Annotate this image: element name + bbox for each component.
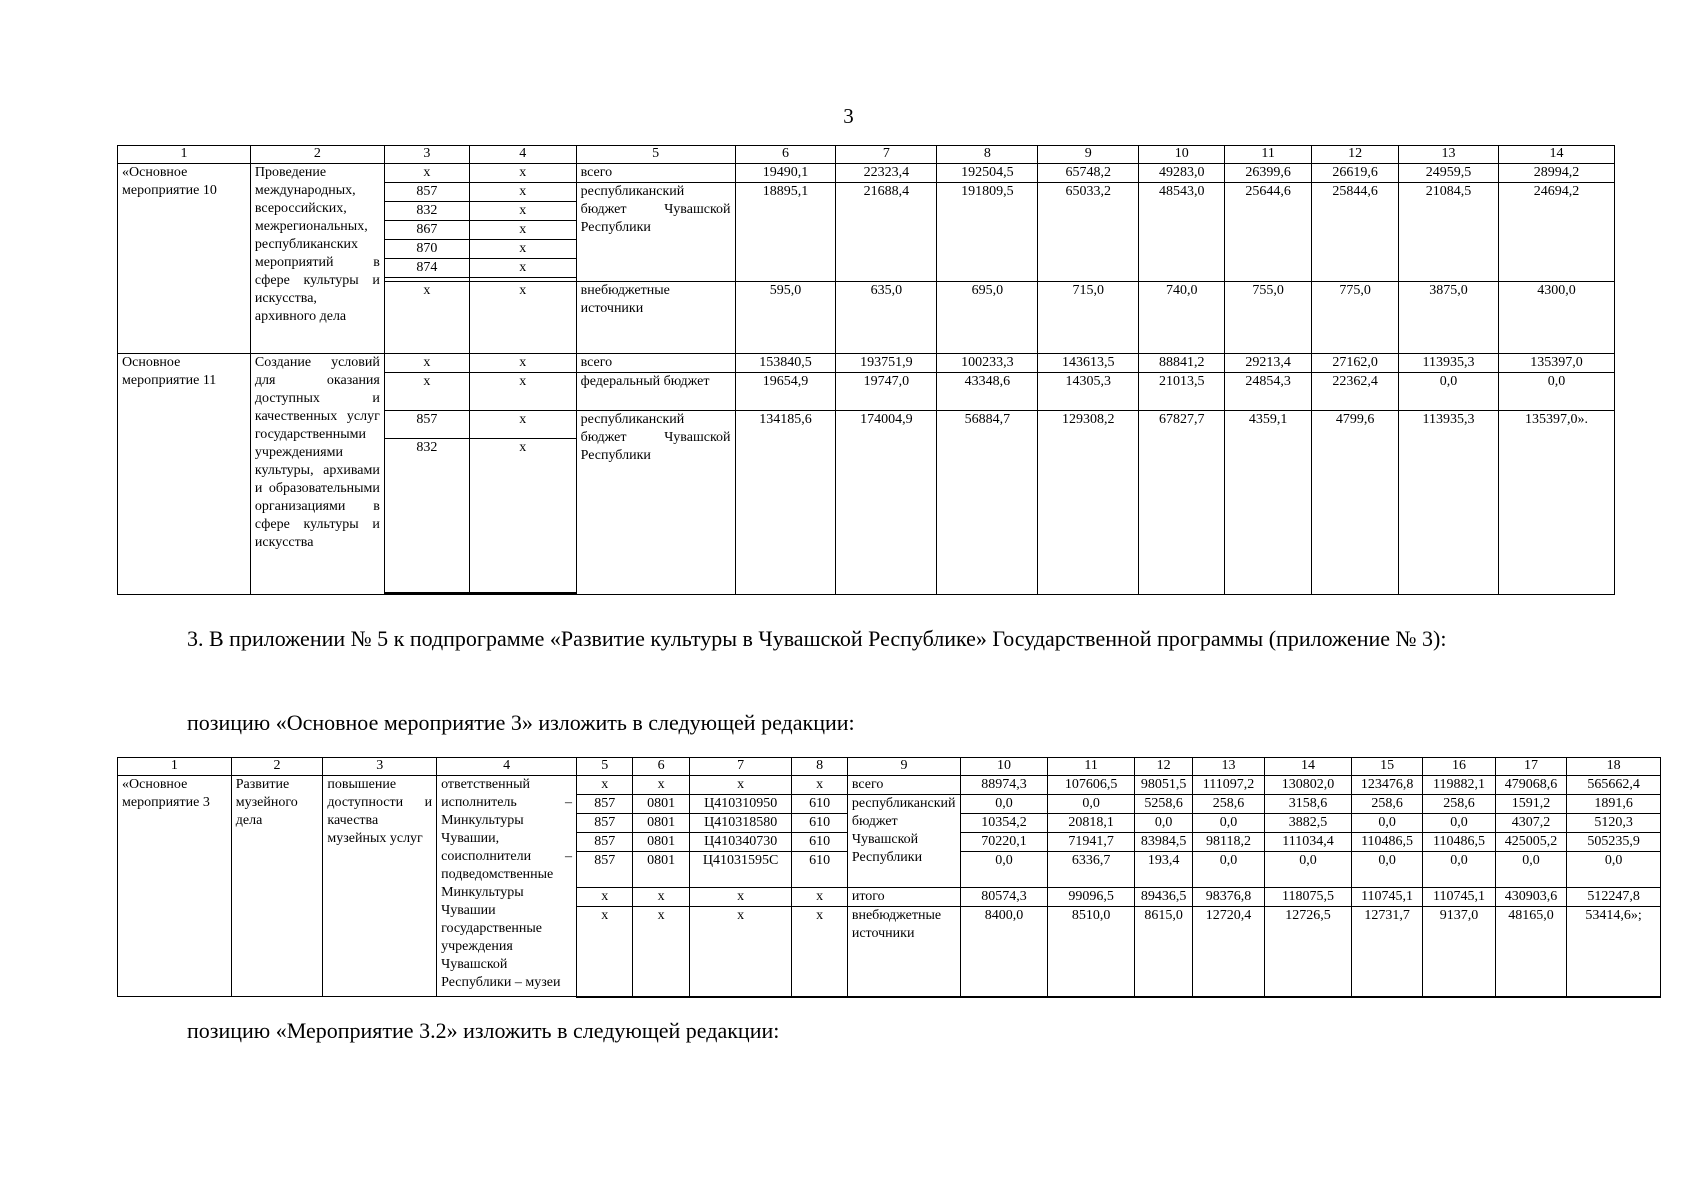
- source-cell: республиканский бюджет Чувашской Республики: [576, 411, 735, 595]
- header-cell: 12: [1135, 758, 1192, 776]
- value-cell: 113935,3: [1399, 411, 1499, 595]
- cell: x: [469, 373, 576, 411]
- activity-title: Развитие музейного дела: [231, 776, 323, 997]
- source-cell: республиканский бюджет Чувашской Республики: [576, 183, 735, 282]
- code-cell: 832: [384, 202, 469, 221]
- value-cell: 565662,4: [1567, 776, 1661, 795]
- value-cell: 19747,0: [836, 373, 937, 411]
- value-cell: 110745,1: [1351, 888, 1422, 907]
- value-cell: 775,0: [1312, 282, 1399, 354]
- value-cell: 21688,4: [836, 183, 937, 282]
- table-row: [118, 776, 1661, 795]
- value-cell: 67827,7: [1139, 411, 1225, 595]
- cell: x: [469, 164, 576, 183]
- source-cell: итого: [847, 888, 960, 907]
- value-cell: 98051,5: [1135, 776, 1192, 795]
- value-cell: 135397,0».: [1498, 411, 1614, 595]
- header-cell: 8: [937, 146, 1038, 164]
- value-cell: 53414,6»;: [1567, 907, 1661, 997]
- paragraph-position-3-2: позицию «Мероприятие 3.2» изложить в следующей редакции:: [187, 1018, 780, 1043]
- value-cell: 0,0: [1399, 373, 1499, 411]
- value-cell: 100233,3: [937, 354, 1038, 373]
- code-cell: 870: [384, 240, 469, 259]
- cell: x: [792, 907, 847, 997]
- value-cell: 192504,5: [937, 164, 1038, 183]
- value-cell: 258,6: [1192, 795, 1264, 814]
- value-cell: 24694,2: [1498, 183, 1614, 282]
- value-cell: 25644,6: [1225, 183, 1312, 282]
- value-cell: 135397,0: [1498, 354, 1614, 373]
- source-cell: всего: [576, 354, 735, 373]
- cell: x: [689, 888, 792, 907]
- cell: x: [469, 221, 576, 240]
- value-cell: 65748,2: [1038, 164, 1139, 183]
- value-cell: 4359,1: [1225, 411, 1312, 595]
- header-cell: 15: [1351, 758, 1422, 776]
- value-cell: 29213,4: [1225, 354, 1312, 373]
- header-cell: 13: [1399, 146, 1499, 164]
- value-cell: 0,0: [1351, 852, 1422, 888]
- value-cell: 110486,5: [1351, 833, 1422, 852]
- value-cell: 595,0: [735, 282, 836, 354]
- source-cell: федеральный бюджет: [576, 373, 735, 411]
- header-cell: 14: [1498, 146, 1614, 164]
- value-cell: 111034,4: [1265, 833, 1352, 852]
- table-top: [117, 145, 1615, 595]
- value-cell: 98118,2: [1192, 833, 1264, 852]
- value-cell: 258,6: [1351, 795, 1422, 814]
- header-cell: 11: [1047, 758, 1135, 776]
- value-cell: 99096,5: [1047, 888, 1135, 907]
- cell: x: [469, 411, 576, 439]
- cell: x: [469, 354, 576, 373]
- value-cell: 98376,8: [1192, 888, 1264, 907]
- cell: Ц410340730: [689, 833, 792, 852]
- value-cell: 119882,1: [1423, 776, 1495, 795]
- value-cell: 3882,5: [1265, 814, 1352, 833]
- source-cell: всего: [847, 776, 960, 795]
- value-cell: 4307,2: [1495, 814, 1566, 833]
- value-cell: 0,0: [1351, 814, 1422, 833]
- header-cell: 18: [1567, 758, 1661, 776]
- value-cell: 24854,3: [1225, 373, 1312, 411]
- value-cell: 715,0: [1038, 282, 1139, 354]
- header-cell: 9: [1038, 146, 1139, 164]
- value-cell: 134185,6: [735, 411, 836, 595]
- cell: 857: [577, 833, 633, 852]
- cell: 0801: [633, 833, 689, 852]
- value-cell: 0,0: [961, 795, 1048, 814]
- cell: x: [384, 282, 469, 354]
- activity-description: Создание условий для оказания доступных и качественных услуг государственными учреждениями культуры, архивами и образовательными организациями в сфере культуры и искусства: [250, 354, 384, 595]
- value-cell: 3875,0: [1399, 282, 1499, 354]
- header-cell: 3: [323, 758, 437, 776]
- value-cell: 12726,5: [1265, 907, 1352, 997]
- header-cell: 3: [384, 146, 469, 164]
- cell: x: [469, 183, 576, 202]
- value-cell: 191809,5: [937, 183, 1038, 282]
- value-cell: 56884,7: [937, 411, 1038, 595]
- cell: x: [384, 354, 469, 373]
- paragraph-appendix-5: 3. В приложении № 5 к подпрограмме «Развитие культуры в Чувашской Республике» Государственной программы (приложение № 3):: [187, 626, 1447, 651]
- activity-name: «Основное мероприятие 3: [118, 776, 232, 997]
- value-cell: 695,0: [937, 282, 1038, 354]
- value-cell: 0,0: [1265, 852, 1352, 888]
- value-cell: 8510,0: [1047, 907, 1135, 997]
- value-cell: 110486,5: [1423, 833, 1495, 852]
- table-header-row: [118, 758, 1661, 776]
- value-cell: 153840,5: [735, 354, 836, 373]
- value-cell: 0,0: [1047, 795, 1135, 814]
- header-cell: 7: [836, 146, 937, 164]
- value-cell: 0,0: [1498, 373, 1614, 411]
- header-cell: 13: [1192, 758, 1264, 776]
- value-cell: 5120,3: [1567, 814, 1661, 833]
- value-cell: 18895,1: [735, 183, 836, 282]
- source-cell: республиканский бюджет Чувашской Республики: [847, 795, 960, 888]
- value-cell: 1891,6: [1567, 795, 1661, 814]
- value-cell: 193,4: [1135, 852, 1192, 888]
- value-cell: 26619,6: [1312, 164, 1399, 183]
- value-cell: 143613,5: [1038, 354, 1139, 373]
- header-cell: 4: [437, 758, 577, 776]
- activity-name: Основное мероприятие 11: [118, 354, 251, 595]
- value-cell: 755,0: [1225, 282, 1312, 354]
- header-cell: 1: [118, 146, 251, 164]
- value-cell: 174004,9: [836, 411, 937, 595]
- header-cell: 17: [1495, 758, 1566, 776]
- cell: 610: [792, 833, 847, 852]
- header-cell: 5: [577, 758, 633, 776]
- activity-name: «Основное мероприятие 10: [118, 164, 251, 354]
- code-cell: 867: [384, 221, 469, 240]
- table-row: [118, 164, 1615, 183]
- value-cell: 0,0: [1192, 814, 1264, 833]
- cell: Ц41031595С: [689, 852, 792, 888]
- value-cell: 107606,5: [1047, 776, 1135, 795]
- header-cell: 10: [1139, 146, 1225, 164]
- value-cell: 479068,6: [1495, 776, 1566, 795]
- value-cell: 83984,5: [1135, 833, 1192, 852]
- header-cell: 9: [847, 758, 960, 776]
- cell: x: [384, 164, 469, 183]
- cell: 610: [792, 852, 847, 888]
- value-cell: 21084,5: [1399, 183, 1499, 282]
- cell: 857: [577, 852, 633, 888]
- value-cell: 24959,5: [1399, 164, 1499, 183]
- value-cell: 43348,6: [937, 373, 1038, 411]
- value-cell: 89436,5: [1135, 888, 1192, 907]
- cell: x: [577, 888, 633, 907]
- cell: x: [384, 373, 469, 411]
- source-cell: внебюджетные источники: [576, 282, 735, 354]
- value-cell: 19490,1: [735, 164, 836, 183]
- cell: x: [469, 282, 576, 354]
- cell: x: [469, 259, 576, 278]
- value-cell: 5258,6: [1135, 795, 1192, 814]
- value-cell: 70220,1: [961, 833, 1048, 852]
- code-cell: 832: [384, 439, 469, 593]
- cell: x: [469, 240, 576, 259]
- header-cell: 2: [250, 146, 384, 164]
- value-cell: 8400,0: [961, 907, 1048, 997]
- header-cell: 6: [633, 758, 689, 776]
- header-cell: 5: [576, 146, 735, 164]
- cell: Ц410310950: [689, 795, 792, 814]
- cell: x: [577, 776, 633, 795]
- activity-goal: повышение доступности и качества музейных услуг: [323, 776, 437, 997]
- value-cell: 71941,7: [1047, 833, 1135, 852]
- cell: 857: [577, 814, 633, 833]
- header-cell: 4: [469, 146, 576, 164]
- value-cell: 193751,9: [836, 354, 937, 373]
- value-cell: 10354,2: [961, 814, 1048, 833]
- value-cell: 88974,3: [961, 776, 1048, 795]
- value-cell: 635,0: [836, 282, 937, 354]
- header-cell: 7: [689, 758, 792, 776]
- value-cell: 12731,7: [1351, 907, 1422, 997]
- value-cell: 9137,0: [1423, 907, 1495, 997]
- value-cell: 12720,4: [1192, 907, 1264, 997]
- table-bottom: [117, 757, 1661, 998]
- value-cell: 26399,6: [1225, 164, 1312, 183]
- value-cell: 25844,6: [1312, 183, 1399, 282]
- value-cell: 111097,2: [1192, 776, 1264, 795]
- cell: x: [633, 888, 689, 907]
- cell: 610: [792, 814, 847, 833]
- paragraph-position-3: позицию «Основное мероприятие 3» изложить в следующей редакции:: [187, 710, 855, 735]
- value-cell: 88841,2: [1139, 354, 1225, 373]
- cell: [469, 593, 576, 595]
- cell: 610: [792, 795, 847, 814]
- cell: x: [689, 907, 792, 997]
- value-cell: 8615,0: [1135, 907, 1192, 997]
- cell: x: [792, 888, 847, 907]
- cell: 0801: [633, 795, 689, 814]
- value-cell: 4300,0: [1498, 282, 1614, 354]
- value-cell: 512247,8: [1567, 888, 1661, 907]
- cell: x: [577, 907, 633, 997]
- header-cell: 16: [1423, 758, 1495, 776]
- value-cell: 1591,2: [1495, 795, 1566, 814]
- value-cell: 130802,0: [1265, 776, 1352, 795]
- cell: Ц410318580: [689, 814, 792, 833]
- value-cell: 0,0: [961, 852, 1048, 888]
- value-cell: 0,0: [1567, 852, 1661, 888]
- value-cell: 20818,1: [1047, 814, 1135, 833]
- value-cell: 118075,5: [1265, 888, 1352, 907]
- activity-description: Проведение международных, всероссийских, межрегиональных, республиканских мероприятий в сфере культуры и искусства, архивного дела: [250, 164, 384, 354]
- activity-executor: ответственный исполнитель – Минкультуры Чувашии, соисполнители – подведомственные Минкультуры Чувашии государственные учреждения Чувашской Республики – музеи: [437, 776, 577, 997]
- source-cell: внебюджетные источники: [847, 907, 960, 997]
- header-cell: 8: [792, 758, 847, 776]
- cell: x: [689, 776, 792, 795]
- header-cell: 10: [961, 758, 1048, 776]
- cell: x: [633, 907, 689, 997]
- table-header-row: [118, 146, 1615, 164]
- header-cell: 1: [118, 758, 232, 776]
- cell: x: [469, 202, 576, 221]
- value-cell: 0,0: [1192, 852, 1264, 888]
- value-cell: 0,0: [1423, 814, 1495, 833]
- cell: 0801: [633, 814, 689, 833]
- value-cell: 27162,0: [1312, 354, 1399, 373]
- value-cell: 48165,0: [1495, 907, 1566, 997]
- value-cell: 0,0: [1495, 852, 1566, 888]
- value-cell: 28994,2: [1498, 164, 1614, 183]
- cell: 0801: [633, 852, 689, 888]
- value-cell: 6336,7: [1047, 852, 1135, 888]
- value-cell: 22323,4: [836, 164, 937, 183]
- header-cell: 12: [1312, 146, 1399, 164]
- cell: [384, 593, 469, 595]
- code-cell: 874: [384, 259, 469, 278]
- value-cell: 110745,1: [1423, 888, 1495, 907]
- code-cell: 857: [384, 411, 469, 439]
- page-number: 3: [843, 104, 854, 128]
- header-cell: 2: [231, 758, 323, 776]
- value-cell: 65033,2: [1038, 183, 1139, 282]
- code-cell: 857: [384, 183, 469, 202]
- value-cell: 22362,4: [1312, 373, 1399, 411]
- value-cell: 4799,6: [1312, 411, 1399, 595]
- cell: x: [633, 776, 689, 795]
- source-cell: всего: [576, 164, 735, 183]
- value-cell: 80574,3: [961, 888, 1048, 907]
- value-cell: 505235,9: [1567, 833, 1661, 852]
- value-cell: 19654,9: [735, 373, 836, 411]
- value-cell: 14305,3: [1038, 373, 1139, 411]
- value-cell: 21013,5: [1139, 373, 1225, 411]
- cell: 857: [577, 795, 633, 814]
- value-cell: 123476,8: [1351, 776, 1422, 795]
- value-cell: 740,0: [1139, 282, 1225, 354]
- value-cell: 113935,3: [1399, 354, 1499, 373]
- value-cell: 48543,0: [1139, 183, 1225, 282]
- value-cell: 129308,2: [1038, 411, 1139, 595]
- value-cell: 0,0: [1423, 852, 1495, 888]
- header-cell: 6: [735, 146, 836, 164]
- value-cell: 49283,0: [1139, 164, 1225, 183]
- value-cell: 0,0: [1135, 814, 1192, 833]
- value-cell: 430903,6: [1495, 888, 1566, 907]
- cell: x: [469, 439, 576, 593]
- header-cell: 14: [1265, 758, 1352, 776]
- value-cell: 425005,2: [1495, 833, 1566, 852]
- header-cell: 11: [1225, 146, 1312, 164]
- cell: x: [792, 776, 847, 795]
- value-cell: 258,6: [1423, 795, 1495, 814]
- value-cell: 3158,6: [1265, 795, 1352, 814]
- table-row: [118, 354, 1615, 373]
